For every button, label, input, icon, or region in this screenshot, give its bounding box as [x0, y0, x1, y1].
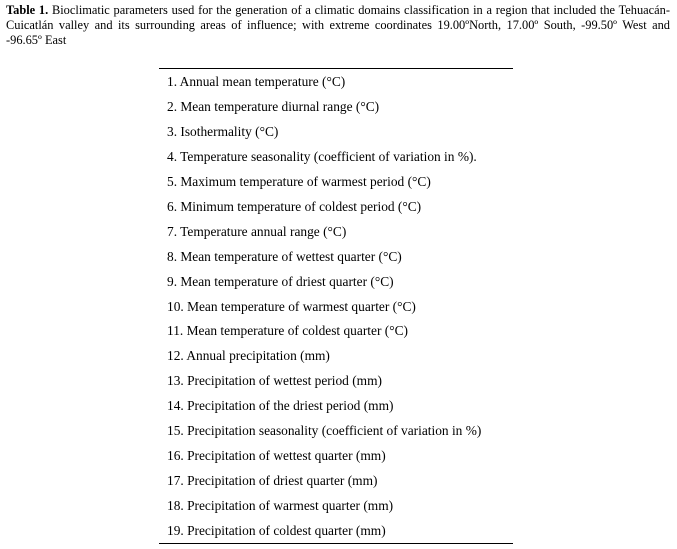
- parameter-cell: 17. Precipitation of driest quarter (mm): [167, 472, 378, 488]
- parameter-cell: 11. Mean temperature of coldest quarter (°C): [167, 323, 408, 339]
- table-row: [159, 219, 513, 244]
- table-row: [159, 69, 513, 95]
- parameter-cell: 13. Precipitation of wettest period (mm): [167, 373, 382, 389]
- parameter-cell: 7. Temperature annual range (°C): [167, 223, 347, 239]
- parameter-cell: 16. Precipitation of wettest quarter (mm): [167, 447, 386, 463]
- parameter-cell: 15. Precipitation seasonality (coefficient of variation in %): [167, 423, 482, 439]
- parameter-cell: 18. Precipitation of warmest quarter (mm): [167, 497, 394, 513]
- table-row: [159, 269, 513, 294]
- table-row: [159, 443, 513, 468]
- table-row: [159, 95, 513, 120]
- table-row: [159, 294, 513, 319]
- table-row: [159, 145, 513, 170]
- parameter-cell: 6. Minimum temperature of coldest period (°C): [167, 199, 422, 214]
- table-row: [159, 244, 513, 269]
- caption-text: Bioclimatic parameters used for the generation of a climatic domains classification in a region that included the Tehuacán-Cuicatlán valley and its surrounding areas of influence; with extreme coordinates 19.00ºNorth, 17.00º South, -99.50º West and -96.65º East: [6, 3, 670, 47]
- parameter-cell: 2. Mean temperature diurnal range (°C): [167, 99, 380, 115]
- parameter-cell: 1. Annual mean temperature (°C): [167, 74, 346, 89]
- table-row: [159, 493, 513, 518]
- table-row: [159, 419, 513, 444]
- parameter-cell: 3. Isothermality (°C): [167, 124, 279, 140]
- table-row: [159, 195, 513, 220]
- parameter-cell: 19. Precipitation of coldest quarter (mm): [167, 522, 386, 538]
- parameter-cell: 5. Maximum temperature of warmest period (°C): [167, 174, 431, 190]
- parameters-table: [159, 68, 513, 544]
- table-caption: [6, 3, 670, 48]
- table-row: [159, 468, 513, 493]
- table-row: [159, 170, 513, 195]
- parameter-cell: 14. Precipitation of the driest period (mm): [167, 398, 394, 414]
- table-row: [159, 369, 513, 394]
- parameter-cell: 10. Mean temperature of warmest quarter (°C): [167, 298, 416, 314]
- table-row: [159, 518, 513, 543]
- table-label: Table 1.: [6, 3, 49, 17]
- parameter-cell: 9. Mean temperature of driest quarter (°C): [167, 273, 394, 289]
- parameter-cell: 4. Temperature seasonality (coefficient of variation in %).: [167, 149, 477, 165]
- parameter-cell: 8. Mean temperature of wettest quarter (°C): [167, 248, 402, 264]
- table-row: [159, 319, 513, 344]
- table-bottom-rule: [159, 543, 513, 544]
- table-row: [159, 394, 513, 419]
- table-row: [159, 344, 513, 369]
- table-row: [159, 120, 513, 145]
- table-body: [159, 69, 513, 543]
- parameter-cell: 12. Annual precipitation (mm): [167, 348, 330, 364]
